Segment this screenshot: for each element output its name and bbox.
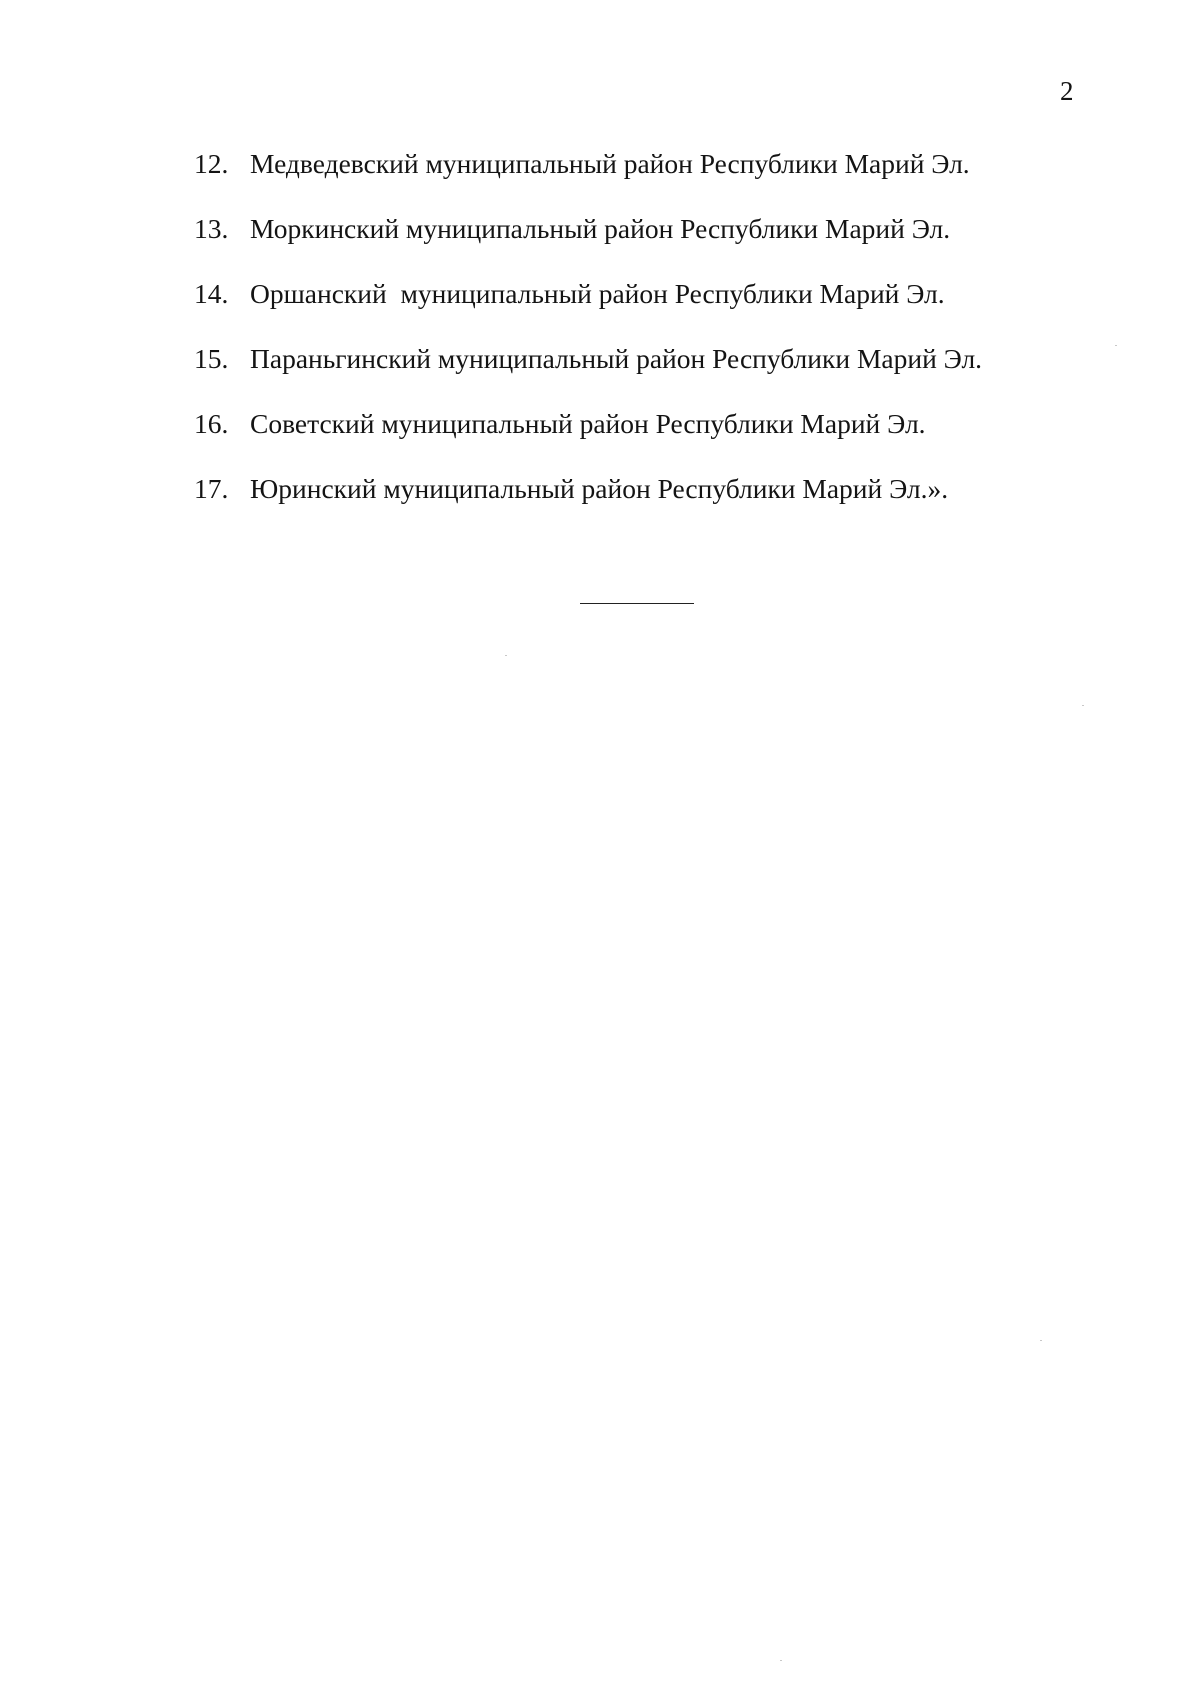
end-separator-line (580, 603, 694, 604)
item-text: Параньгинский муниципальный район Республики Марий Эл. (250, 343, 983, 374)
scan-speck (1082, 705, 1084, 706)
item-number: 15. (194, 343, 229, 374)
item-number: 17. (194, 473, 229, 504)
municipal-district-list (194, 150, 982, 540)
scan-speck (505, 655, 507, 656)
scan-speck (780, 1660, 782, 1661)
item-text: Моркинский муниципальный район Республики Марий Эл. (250, 213, 951, 244)
item-number: 13. (194, 213, 229, 244)
item-text: Советский муниципальный район Республики Марий Эл. (250, 408, 926, 439)
page-number: 2 (1060, 76, 1074, 106)
item-text: Юринский муниципальный район Республики Марий Эл.». (250, 473, 949, 504)
scan-speck (1115, 345, 1117, 346)
item-number: 14. (194, 278, 229, 309)
item-number: 16. (194, 408, 229, 439)
scan-speck (1040, 1340, 1042, 1341)
list-item (194, 215, 982, 280)
item-number: 12. (194, 148, 229, 179)
item-text: Оршанский муниципальный район Республики Марий Эл. (250, 278, 945, 309)
list-item (194, 150, 982, 215)
item-text: Медведевский муниципальный район Республики Марий Эл. (250, 148, 970, 179)
list-item (194, 410, 982, 475)
list-item (194, 345, 982, 410)
list-item (194, 475, 982, 540)
list-item (194, 280, 982, 345)
